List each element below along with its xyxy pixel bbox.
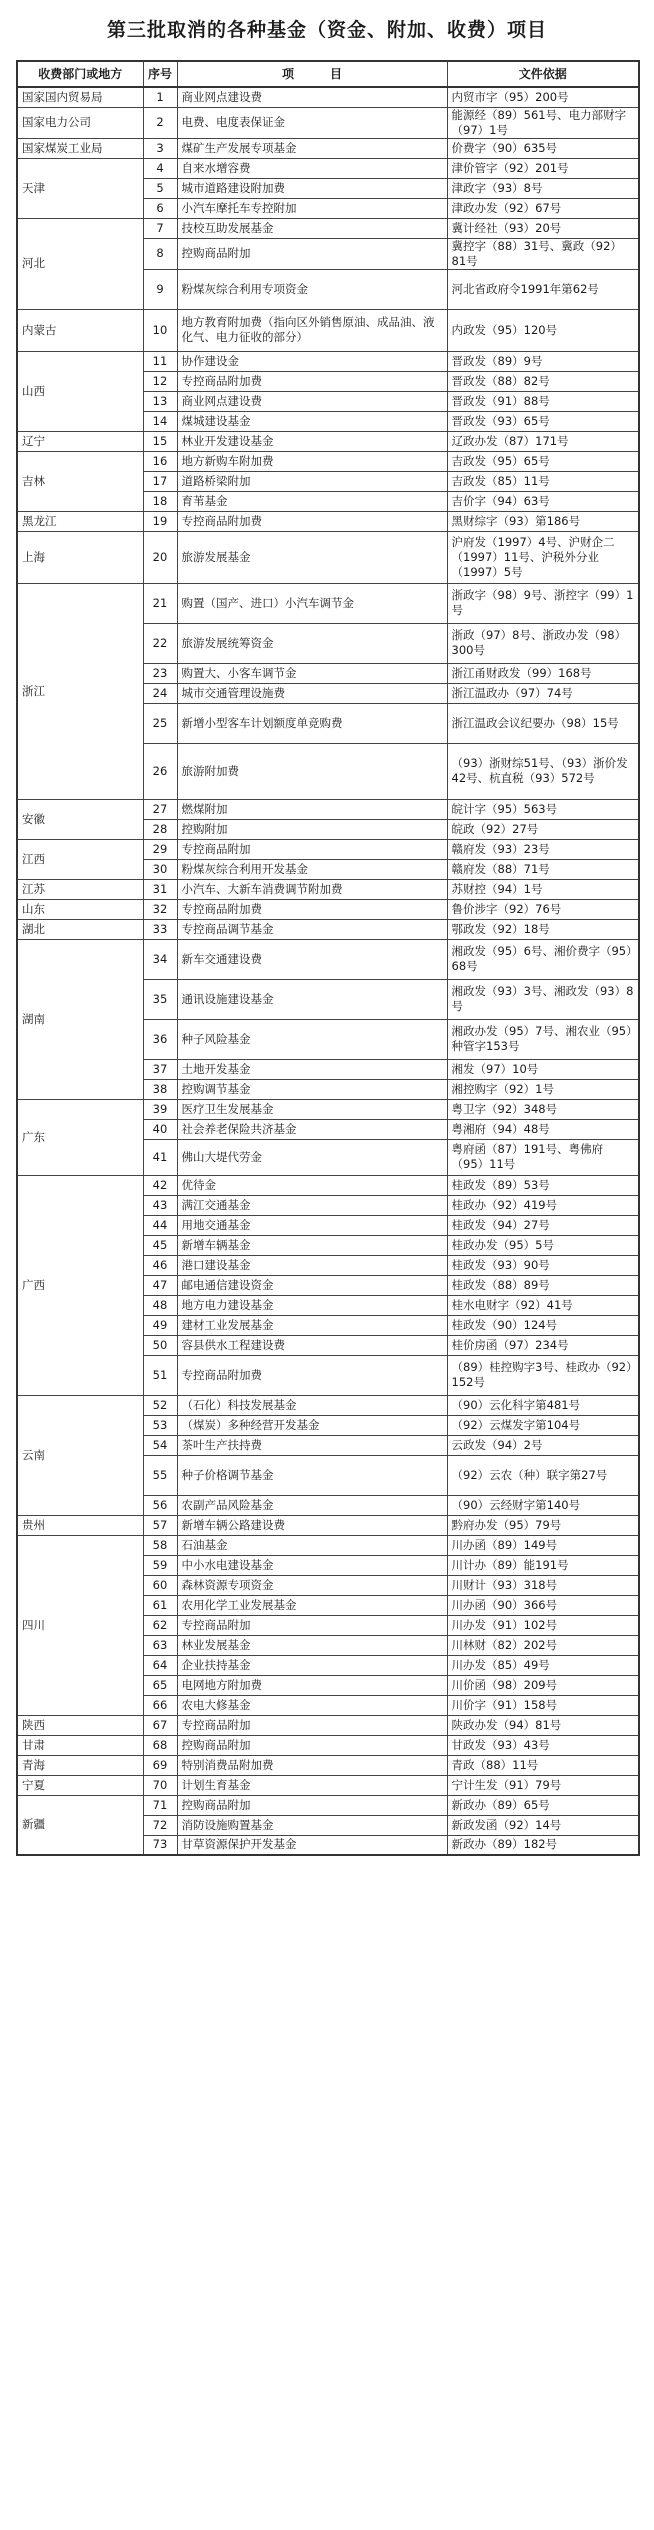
region-cell: 国家煤炭工业局 — [17, 138, 143, 158]
header-region: 收费部门或地方 — [17, 61, 143, 87]
item-cell: 石油基金 — [177, 1535, 447, 1555]
table-row — [17, 939, 639, 979]
item-cell: 新增小型客车计划额度单竞购费 — [177, 703, 447, 743]
seq-cell: 54 — [143, 1435, 177, 1455]
seq-cell: 20 — [143, 531, 177, 583]
item-cell: 燃煤附加 — [177, 799, 447, 819]
seq-cell: 49 — [143, 1315, 177, 1335]
item-cell: 企业扶持基金 — [177, 1655, 447, 1675]
seq-cell: 64 — [143, 1655, 177, 1675]
item-cell: 商业网点建设费 — [177, 391, 447, 411]
item-cell: 消防设施购置基金 — [177, 1815, 447, 1835]
table-header-row — [17, 61, 639, 87]
seq-cell: 2 — [143, 107, 177, 138]
basis-cell: 新政发函（92）14号 — [447, 1815, 639, 1835]
table-row — [17, 309, 639, 351]
basis-cell: 桂水电财字（92）41号 — [447, 1295, 639, 1315]
seq-cell: 8 — [143, 238, 177, 269]
seq-cell: 41 — [143, 1139, 177, 1175]
seq-cell: 30 — [143, 859, 177, 879]
basis-cell: 湘发（97）10号 — [447, 1059, 639, 1079]
item-cell: 土地开发基金 — [177, 1059, 447, 1079]
seq-cell: 72 — [143, 1815, 177, 1835]
item-cell: 专控商品附加费 — [177, 899, 447, 919]
basis-cell: 浙江甬财政发（99）168号 — [447, 663, 639, 683]
basis-cell: 冀计经社（93）20号 — [447, 218, 639, 238]
region-cell: 山西 — [17, 351, 143, 431]
item-cell: 协作建设金 — [177, 351, 447, 371]
table-row — [17, 1175, 639, 1195]
item-cell: 旅游发展统筹资金 — [177, 623, 447, 663]
seq-cell: 28 — [143, 819, 177, 839]
basis-cell: 川财计（93）318号 — [447, 1575, 639, 1595]
table-row — [17, 138, 639, 158]
basis-cell: （93）浙财综51号、（93）浙价发42号、杭直税（93）572号 — [447, 743, 639, 799]
item-cell: 粉煤灰综合利用开发基金 — [177, 859, 447, 879]
seq-cell: 70 — [143, 1775, 177, 1795]
region-cell: 浙江 — [17, 583, 143, 799]
basis-cell: 陕政办发（94）81号 — [447, 1715, 639, 1735]
item-cell: 用地交通基金 — [177, 1215, 447, 1235]
seq-cell: 25 — [143, 703, 177, 743]
item-cell: 地方新购车附加费 — [177, 451, 447, 471]
seq-cell: 43 — [143, 1195, 177, 1215]
item-cell: 甘草资源保护开发基金 — [177, 1835, 447, 1855]
basis-cell: 晋政发（88）82号 — [447, 371, 639, 391]
seq-cell: 5 — [143, 178, 177, 198]
item-cell: （煤炭）多种经营开发基金 — [177, 1415, 447, 1435]
header-item: 项 目 — [177, 61, 447, 87]
table-row — [17, 451, 639, 471]
seq-cell: 40 — [143, 1119, 177, 1139]
basis-cell: 皖政（92）27号 — [447, 819, 639, 839]
seq-cell: 47 — [143, 1275, 177, 1295]
basis-cell: 川林财（82）202号 — [447, 1635, 639, 1655]
seq-cell: 57 — [143, 1515, 177, 1535]
table-row — [17, 583, 639, 623]
seq-cell: 33 — [143, 919, 177, 939]
item-cell: 购置大、小客车调节金 — [177, 663, 447, 683]
region-cell: 辽宁 — [17, 431, 143, 451]
item-cell: 育苇基金 — [177, 491, 447, 511]
seq-cell: 31 — [143, 879, 177, 899]
seq-cell: 3 — [143, 138, 177, 158]
seq-cell: 50 — [143, 1335, 177, 1355]
region-cell: 江苏 — [17, 879, 143, 899]
seq-cell: 66 — [143, 1695, 177, 1715]
basis-cell: 新政办（89）182号 — [447, 1835, 639, 1855]
region-cell: 宁夏 — [17, 1775, 143, 1795]
seq-cell: 24 — [143, 683, 177, 703]
basis-cell: 能源经（89）561号、电力部财字（97）1号 — [447, 107, 639, 138]
table-row — [17, 218, 639, 238]
item-cell: 农副产品风险基金 — [177, 1495, 447, 1515]
item-cell: 林业发展基金 — [177, 1635, 447, 1655]
basis-cell: 新政办（89）65号 — [447, 1795, 639, 1815]
item-cell: 控购商品附加 — [177, 1735, 447, 1755]
item-cell: 城市道路建设附加费 — [177, 178, 447, 198]
basis-cell: 河北省政府令1991年第62号 — [447, 269, 639, 309]
seq-cell: 4 — [143, 158, 177, 178]
seq-cell: 26 — [143, 743, 177, 799]
region-cell: 内蒙古 — [17, 309, 143, 351]
item-cell: 佛山大堤代劳金 — [177, 1139, 447, 1175]
seq-cell: 44 — [143, 1215, 177, 1235]
seq-cell: 62 — [143, 1615, 177, 1635]
seq-cell: 7 — [143, 218, 177, 238]
basis-cell: 赣府发（88）71号 — [447, 859, 639, 879]
header-basis: 文件依据 — [447, 61, 639, 87]
item-cell: 茶叶生产扶持费 — [177, 1435, 447, 1455]
item-cell: 优待金 — [177, 1175, 447, 1195]
item-cell: （石化）科技发展基金 — [177, 1395, 447, 1415]
item-cell: 控购调节基金 — [177, 1079, 447, 1099]
item-cell: 电网地方附加费 — [177, 1675, 447, 1695]
table-row — [17, 351, 639, 371]
item-cell: 计划生育基金 — [177, 1775, 447, 1795]
region-cell: 山东 — [17, 899, 143, 919]
basis-cell: 苏财控（94）1号 — [447, 879, 639, 899]
basis-cell: 桂政发（89）53号 — [447, 1175, 639, 1195]
seq-cell: 16 — [143, 451, 177, 471]
item-cell: 控购商品附加 — [177, 1795, 447, 1815]
item-cell: 煤城建设基金 — [177, 411, 447, 431]
region-cell: 天津 — [17, 158, 143, 218]
table-row — [17, 919, 639, 939]
seq-cell: 18 — [143, 491, 177, 511]
seq-cell: 32 — [143, 899, 177, 919]
region-cell: 四川 — [17, 1535, 143, 1715]
table-row — [17, 799, 639, 819]
item-cell: 专控商品附加费 — [177, 371, 447, 391]
basis-cell: （89）桂控购字3号、桂政办（92）152号 — [447, 1355, 639, 1395]
seq-cell: 58 — [143, 1535, 177, 1555]
region-cell: 新疆 — [17, 1795, 143, 1855]
item-cell: 种子价格调节基金 — [177, 1455, 447, 1495]
basis-cell: 桂政办（92）419号 — [447, 1195, 639, 1215]
region-cell: 黑龙江 — [17, 511, 143, 531]
item-cell: 专控商品附加费 — [177, 1355, 447, 1395]
basis-cell: 浙政字（98）9号、浙控字（99）1号 — [447, 583, 639, 623]
seq-cell: 56 — [143, 1495, 177, 1515]
item-cell: 建材工业发展基金 — [177, 1315, 447, 1335]
seq-cell: 13 — [143, 391, 177, 411]
seq-cell: 65 — [143, 1675, 177, 1695]
item-cell: 旅游发展基金 — [177, 531, 447, 583]
basis-cell: 浙江温政会议纪要办（98）15号 — [447, 703, 639, 743]
item-cell: 地方电力建设基金 — [177, 1295, 447, 1315]
basis-cell: 桂政办发（95）5号 — [447, 1235, 639, 1255]
seq-cell: 69 — [143, 1755, 177, 1775]
basis-cell: 晋政发（91）88号 — [447, 391, 639, 411]
basis-cell: 津政办发（92）67号 — [447, 198, 639, 218]
seq-cell: 11 — [143, 351, 177, 371]
item-cell: 森林资源专项资金 — [177, 1575, 447, 1595]
table-row — [17, 879, 639, 899]
seq-cell: 1 — [143, 87, 177, 107]
basis-cell: 湘政办发（95）7号、湘农业（95）种管字153号 — [447, 1019, 639, 1059]
seq-cell: 55 — [143, 1455, 177, 1495]
table-row — [17, 158, 639, 178]
item-cell: 旅游附加费 — [177, 743, 447, 799]
seq-cell: 29 — [143, 839, 177, 859]
basis-cell: 吉政发（95）65号 — [447, 451, 639, 471]
seq-cell: 46 — [143, 1255, 177, 1275]
region-cell: 甘肃 — [17, 1735, 143, 1755]
seq-cell: 51 — [143, 1355, 177, 1395]
region-cell: 上海 — [17, 531, 143, 583]
table-row — [17, 1395, 639, 1415]
item-cell: 专控商品附加费 — [177, 511, 447, 531]
basis-cell: 鲁价涉字（92）76号 — [447, 899, 639, 919]
basis-cell: 吉价字（94）63号 — [447, 491, 639, 511]
item-cell: 中小水电建设基金 — [177, 1555, 447, 1575]
basis-cell: 桂政发（94）27号 — [447, 1215, 639, 1235]
item-cell: 林业开发建设基金 — [177, 431, 447, 451]
table-row — [17, 1775, 639, 1795]
seq-cell: 52 — [143, 1395, 177, 1415]
seq-cell: 42 — [143, 1175, 177, 1195]
table-row — [17, 839, 639, 859]
seq-cell: 27 — [143, 799, 177, 819]
seq-cell: 37 — [143, 1059, 177, 1079]
table-row — [17, 107, 639, 138]
item-cell: 控购商品附加 — [177, 238, 447, 269]
basis-cell: 宁计生发（91）79号 — [447, 1775, 639, 1795]
item-cell: 煤矿生产发展专项基金 — [177, 138, 447, 158]
item-cell: 通讯设施建设基金 — [177, 979, 447, 1019]
seq-cell: 15 — [143, 431, 177, 451]
basis-cell: 川价字（91）158号 — [447, 1695, 639, 1715]
table-row — [17, 1099, 639, 1119]
table-row — [17, 531, 639, 583]
basis-cell: （90）云经财字第140号 — [447, 1495, 639, 1515]
item-cell: 港口建设基金 — [177, 1255, 447, 1275]
seq-cell: 14 — [143, 411, 177, 431]
seq-cell: 17 — [143, 471, 177, 491]
item-cell: 新增车辆基金 — [177, 1235, 447, 1255]
item-cell: 特别消费品附加费 — [177, 1755, 447, 1775]
basis-cell: 湘控购字（92）1号 — [447, 1079, 639, 1099]
basis-cell: 皖计字（95）563号 — [447, 799, 639, 819]
basis-cell: （92）云煤发字第104号 — [447, 1415, 639, 1435]
region-cell: 广西 — [17, 1175, 143, 1395]
basis-cell: 鄂政发（92）18号 — [447, 919, 639, 939]
region-cell: 湖南 — [17, 939, 143, 1099]
header-seq: 序号 — [143, 61, 177, 87]
seq-cell: 34 — [143, 939, 177, 979]
basis-cell: （92）云农（种）联字第27号 — [447, 1455, 639, 1495]
seq-cell: 45 — [143, 1235, 177, 1255]
region-cell: 吉林 — [17, 451, 143, 511]
basis-cell: 桂政发（88）89号 — [447, 1275, 639, 1295]
seq-cell: 53 — [143, 1415, 177, 1435]
item-cell: 购置（国产、进口）小汽车调节金 — [177, 583, 447, 623]
item-cell: 粉煤灰综合利用专项资金 — [177, 269, 447, 309]
seq-cell: 39 — [143, 1099, 177, 1119]
seq-cell: 9 — [143, 269, 177, 309]
seq-cell: 22 — [143, 623, 177, 663]
region-cell: 贵州 — [17, 1515, 143, 1535]
item-cell: 邮电通信建设资金 — [177, 1275, 447, 1295]
item-cell: 专控商品附加 — [177, 839, 447, 859]
region-cell: 国家电力公司 — [17, 107, 143, 138]
item-cell: 城市交通管理设施费 — [177, 683, 447, 703]
table-row — [17, 87, 639, 107]
basis-cell: 晋政发（89）9号 — [447, 351, 639, 371]
table-row — [17, 1795, 639, 1815]
basis-cell: 内贸市字（95）200号 — [447, 87, 639, 107]
basis-cell: 粤府函（87）191号、粤佛府（95）11号 — [447, 1139, 639, 1175]
basis-cell: 湘政发（95）6号、湘价费字（95）68号 — [447, 939, 639, 979]
table-row — [17, 511, 639, 531]
region-cell: 青海 — [17, 1755, 143, 1775]
seq-cell: 59 — [143, 1555, 177, 1575]
item-cell: 自来水增容费 — [177, 158, 447, 178]
table-row — [17, 1755, 639, 1775]
seq-cell: 12 — [143, 371, 177, 391]
item-cell: 种子风险基金 — [177, 1019, 447, 1059]
fund-table — [16, 60, 640, 1856]
item-cell: 技校互助发展基金 — [177, 218, 447, 238]
basis-cell: （90）云化科字第481号 — [447, 1395, 639, 1415]
basis-cell: 川计办（89）能191号 — [447, 1555, 639, 1575]
basis-cell: 黔府办发（95）79号 — [447, 1515, 639, 1535]
item-cell: 新车交通建设费 — [177, 939, 447, 979]
region-cell: 江西 — [17, 839, 143, 879]
basis-cell: 冀控字（88）31号、冀政（92）81号 — [447, 238, 639, 269]
item-cell: 小汽车、大新车消费调节附加费 — [177, 879, 447, 899]
region-cell: 安徽 — [17, 799, 143, 839]
basis-cell: 浙政（97）8号、浙政办发（98）300号 — [447, 623, 639, 663]
table-row — [17, 1515, 639, 1535]
basis-cell: 川办函（90）366号 — [447, 1595, 639, 1615]
basis-cell: 黑财综字（93）第186号 — [447, 511, 639, 531]
basis-cell: 桂政发（90）124号 — [447, 1315, 639, 1335]
basis-cell: 桂政发（93）90号 — [447, 1255, 639, 1275]
item-cell: 专控商品附加 — [177, 1615, 447, 1635]
basis-cell: 川办发（91）102号 — [447, 1615, 639, 1635]
region-cell: 湖北 — [17, 919, 143, 939]
item-cell: 医疗卫生发展基金 — [177, 1099, 447, 1119]
region-cell: 广东 — [17, 1099, 143, 1175]
table-row — [17, 1715, 639, 1735]
item-cell: 容县供水工程建设费 — [177, 1335, 447, 1355]
basis-cell: 甘政发（93）43号 — [447, 1735, 639, 1755]
basis-cell: 川价函（98）209号 — [447, 1675, 639, 1695]
table-row — [17, 431, 639, 451]
region-cell: 国家国内贸易局 — [17, 87, 143, 107]
basis-cell: 川办发（85）49号 — [447, 1655, 639, 1675]
item-cell: 小汽车摩托车专控附加 — [177, 198, 447, 218]
basis-cell: 浙江温政办（97）74号 — [447, 683, 639, 703]
seq-cell: 21 — [143, 583, 177, 623]
seq-cell: 36 — [143, 1019, 177, 1059]
item-cell: 农用化学工业发展基金 — [177, 1595, 447, 1615]
item-cell: 社会养老保险共济基金 — [177, 1119, 447, 1139]
seq-cell: 71 — [143, 1795, 177, 1815]
basis-cell: 晋政发（93）65号 — [447, 411, 639, 431]
item-cell: 道路桥梁附加 — [177, 471, 447, 491]
basis-cell: 云政发（94）2号 — [447, 1435, 639, 1455]
region-cell: 河北 — [17, 218, 143, 309]
basis-cell: 津政字（93）8号 — [447, 178, 639, 198]
seq-cell: 68 — [143, 1735, 177, 1755]
seq-cell: 61 — [143, 1595, 177, 1615]
basis-cell: 沪府发（1997）4号、沪财企二（1997）11号、沪税外分业（1997）5号 — [447, 531, 639, 583]
seq-cell: 23 — [143, 663, 177, 683]
basis-cell: 川办函（89）149号 — [447, 1535, 639, 1555]
item-cell: 农电大修基金 — [177, 1695, 447, 1715]
table-body — [17, 87, 639, 1855]
basis-cell: 桂价房函（97）234号 — [447, 1335, 639, 1355]
region-cell: 陕西 — [17, 1715, 143, 1735]
basis-cell: 青政（88）11号 — [447, 1755, 639, 1775]
item-cell: 电费、电度表保证金 — [177, 107, 447, 138]
seq-cell: 67 — [143, 1715, 177, 1735]
seq-cell: 35 — [143, 979, 177, 1019]
item-cell: 地方教育附加费（指向区外销售原油、成品油、液化气、电力征收的部分） — [177, 309, 447, 351]
basis-cell: 内政发（95）120号 — [447, 309, 639, 351]
seq-cell: 48 — [143, 1295, 177, 1315]
basis-cell: 粤卫字（92）348号 — [447, 1099, 639, 1119]
item-cell: 控购附加 — [177, 819, 447, 839]
table-row — [17, 1735, 639, 1755]
basis-cell: 粤湘府（94）48号 — [447, 1119, 639, 1139]
seq-cell: 60 — [143, 1575, 177, 1595]
region-cell: 云南 — [17, 1395, 143, 1515]
basis-cell: 湘政发（93）3号、湘政发（93）8号 — [447, 979, 639, 1019]
seq-cell: 73 — [143, 1835, 177, 1855]
basis-cell: 辽政办发（87）171号 — [447, 431, 639, 451]
basis-cell: 津价管字（92）201号 — [447, 158, 639, 178]
seq-cell: 6 — [143, 198, 177, 218]
item-cell: 满江交通基金 — [177, 1195, 447, 1215]
basis-cell: 吉政发（85）11号 — [447, 471, 639, 491]
item-cell: 专控商品调节基金 — [177, 919, 447, 939]
basis-cell: 赣府发（93）23号 — [447, 839, 639, 859]
seq-cell: 38 — [143, 1079, 177, 1099]
item-cell: 商业网点建设费 — [177, 87, 447, 107]
seq-cell: 19 — [143, 511, 177, 531]
item-cell: 专控商品附加 — [177, 1715, 447, 1735]
basis-cell: 价费字（90）635号 — [447, 138, 639, 158]
table-row — [17, 899, 639, 919]
item-cell: 新增车辆公路建设费 — [177, 1515, 447, 1535]
seq-cell: 63 — [143, 1635, 177, 1655]
seq-cell: 10 — [143, 309, 177, 351]
table-row — [17, 1535, 639, 1555]
page-title: 第三批取消的各种基金（资金、附加、收费）项目 — [106, 18, 547, 41]
